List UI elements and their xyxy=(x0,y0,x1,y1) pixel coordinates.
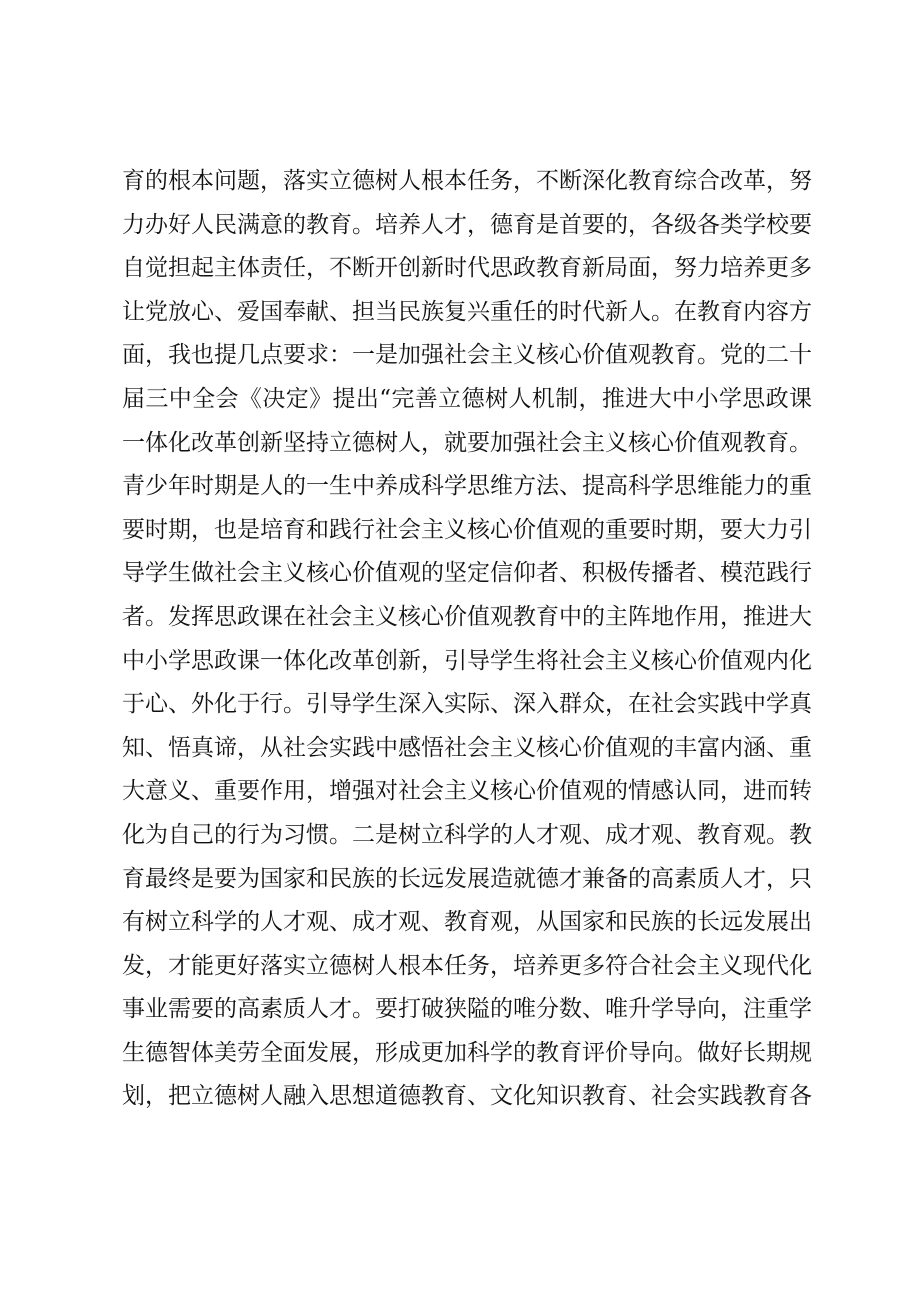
text-line: 一体化改革创新坚持立德树人，就要加强社会主义核心价值观教育。 xyxy=(122,429,812,456)
text-line: 划，把立德树人融入思想道德教育、文化知识教育、社会实践教育各 xyxy=(122,1083,812,1110)
text-line: 生德智体美劳全面发展，形成更加科学的教育评价导向。做好长期规 xyxy=(122,1039,812,1066)
body-paragraph xyxy=(122,160,812,1119)
text-line: 大意义、重要作用，增强对社会主义核心价值观的情感认同，进而转 xyxy=(122,778,812,805)
text-line: 中小学思政课一体化改革创新，引导学生将社会主义核心价值观内化 xyxy=(122,647,812,674)
text-line: 育的根本问题，落实立德树人根本任务，不断深化教育综合改革，努 xyxy=(122,168,812,194)
text-line: 化为自己的行为习惯。二是树立科学的人才观、成才观、教育观。教 xyxy=(122,821,812,848)
text-line: 于心、外化于行。引导学生深入实际、深入群众，在社会实践中学真 xyxy=(122,691,812,718)
text-line: 届三中全会《决定》提出“完善立德树人机制，推进大中小学思政课 xyxy=(122,385,812,412)
text-line: 面，我也提几点要求：一是加强社会主义核心价值观教育。党的二十 xyxy=(122,342,812,369)
text-line: 知、悟真谛，从社会实践中感悟社会主义核心价值观的丰富内涵、重 xyxy=(122,734,812,761)
text-line: 育最终是要为国家和民族的长远发展造就德才兼备的高素质人才，只 xyxy=(122,865,812,892)
text-line: 青少年时期是人的一生中养成科学思维方法、提高科学思维能力的重 xyxy=(122,473,812,500)
text-line: 要时期，也是培育和践行社会主义核心价值观的重要时期，要大力引 xyxy=(122,516,812,543)
text-line: 事业需要的高素质人才。要打破狭隘的唯分数、唯升学导向，注重学 xyxy=(122,996,812,1023)
text-line: 让党放心、爱国奉献、担当民族复兴重任的时代新人。在教育内容方 xyxy=(122,298,812,325)
text-line: 力办好人民满意的教育。培养人才，德育是首要的，各级各类学校要 xyxy=(122,211,812,238)
text-line: 者。发挥思政课在社会主义核心价值观教育中的主阵地作用，推进大 xyxy=(122,603,812,630)
text-line: 有树立科学的人才观、成才观、教育观，从国家和民族的长远发展出 xyxy=(122,909,812,936)
text-line: 自觉担起主体责任，不断开创新时代思政教育新局面，努力培养更多 xyxy=(122,255,812,282)
text-line: 导学生做社会主义核心价值观的坚定信仰者、积极传播者、模范践行 xyxy=(122,560,812,587)
text-line: 发，才能更好落实立德树人根本任务，培养更多符合社会主义现代化 xyxy=(122,952,812,979)
